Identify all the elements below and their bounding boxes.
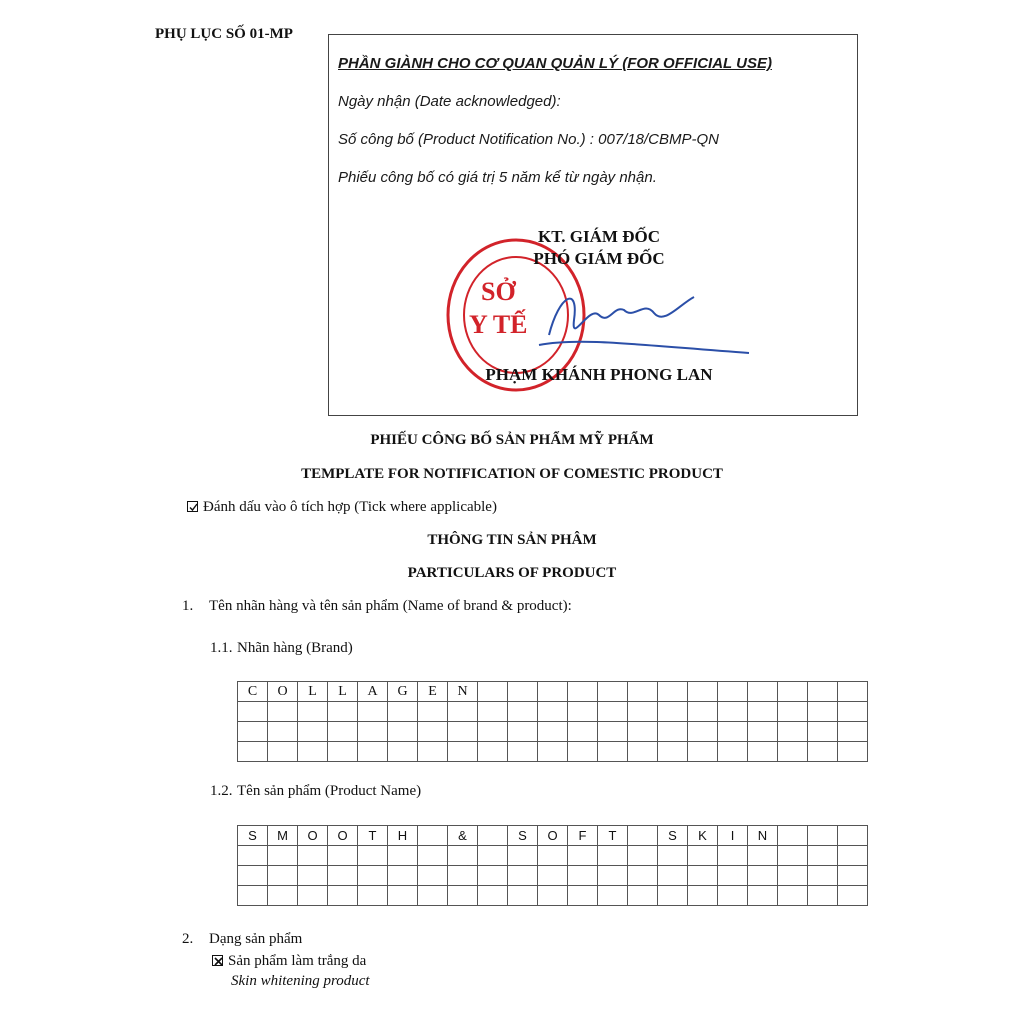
brand-grid-cell bbox=[598, 682, 628, 702]
product-grid-cell bbox=[448, 886, 478, 906]
product-grid-cell bbox=[418, 886, 448, 906]
brand-grid-cell bbox=[598, 742, 628, 762]
brand-grid-cell bbox=[358, 742, 388, 762]
product-grid-cell bbox=[448, 866, 478, 886]
brand-grid-cell bbox=[568, 702, 598, 722]
official-use-heading: PHẦN GIÀNH CHO CƠ QUAN QUẢN LÝ (FOR OFFICIAL USE) bbox=[338, 55, 772, 72]
question-1-2-number: 1.2. bbox=[210, 783, 233, 799]
product-grid-cell bbox=[328, 866, 358, 886]
brand-grid-cell bbox=[658, 742, 688, 762]
notification-number: Số công bố (Product Notification No.) : 007/18/CBMP-QN bbox=[338, 131, 720, 148]
brand-grid-cell bbox=[568, 682, 598, 702]
product-grid-row bbox=[238, 866, 868, 886]
brand-grid-cell bbox=[718, 722, 748, 742]
validity-note: Phiếu công bố có giá trị 5 năm kể từ ngày nhận. bbox=[338, 169, 657, 186]
product-grid-cell bbox=[508, 886, 538, 906]
brand-grid-cell bbox=[628, 702, 658, 722]
signer-title-2: PHÓ GIÁM ĐỐC bbox=[533, 249, 665, 268]
brand-grid-cell bbox=[508, 682, 538, 702]
product-grid-cell bbox=[238, 846, 268, 866]
product-grid-cell: & bbox=[448, 826, 478, 846]
product-grid-cell bbox=[358, 866, 388, 886]
product-grid-cell bbox=[688, 846, 718, 866]
brand-grid-cell bbox=[418, 722, 448, 742]
brand-grid-cell bbox=[328, 702, 358, 722]
checked-box-icon bbox=[187, 501, 198, 512]
product-grid-cell bbox=[598, 886, 628, 906]
brand-grid-cell: G bbox=[388, 682, 418, 702]
product-grid-cell bbox=[748, 846, 778, 866]
brand-grid-cell bbox=[508, 702, 538, 722]
brand-grid-cell bbox=[808, 722, 838, 742]
product-grid-cell bbox=[688, 886, 718, 906]
brand-grid-cell bbox=[658, 702, 688, 722]
product-grid-cell bbox=[478, 886, 508, 906]
product-grid-cell bbox=[298, 866, 328, 886]
product-grid-cell bbox=[808, 846, 838, 866]
question-2-number: 2. bbox=[182, 931, 194, 947]
product-grid-cell bbox=[238, 886, 268, 906]
product-grid-cell bbox=[418, 866, 448, 886]
brand-grid-cell bbox=[838, 682, 868, 702]
brand-grid-cell bbox=[748, 682, 778, 702]
product-grid-cell bbox=[448, 846, 478, 866]
question-1 bbox=[182, 598, 572, 615]
option-label: Sản phẩm làm trắng da bbox=[228, 953, 367, 969]
brand-grid-cell bbox=[448, 742, 478, 762]
product-grid-cell bbox=[778, 846, 808, 866]
product-grid-cell bbox=[238, 866, 268, 886]
product-grid-cell bbox=[538, 866, 568, 886]
product-grid-cell bbox=[478, 826, 508, 846]
date-acknowledged: Ngày nhận (Date acknowledged): bbox=[338, 93, 561, 110]
product-grid-row bbox=[238, 886, 868, 906]
product-grid-cell: O bbox=[328, 826, 358, 846]
product-grid-cell bbox=[838, 886, 868, 906]
product-grid-cell bbox=[598, 846, 628, 866]
product-grid-cell bbox=[298, 846, 328, 866]
tick-note-text: Đánh dấu vào ô tích hợp (Tick where applicable) bbox=[203, 499, 497, 515]
product-grid-cell: O bbox=[298, 826, 328, 846]
question-1-number: 1. bbox=[182, 598, 194, 614]
brand-grid-cell bbox=[598, 722, 628, 742]
product-grid-cell bbox=[268, 866, 298, 886]
brand-grid-cell bbox=[658, 722, 688, 742]
product-grid-cell: M bbox=[268, 826, 298, 846]
brand-grid-cell bbox=[688, 682, 718, 702]
product-grid-cell bbox=[688, 866, 718, 886]
brand-grid-cell bbox=[328, 742, 358, 762]
section-title-en: PARTICULARS OF PRODUCT bbox=[407, 565, 617, 581]
product-grid-cell: I bbox=[718, 826, 748, 846]
brand-grid-cell bbox=[238, 742, 268, 762]
tick-note bbox=[187, 499, 497, 516]
brand-grid-cell bbox=[688, 742, 718, 762]
brand-grid-cell bbox=[598, 702, 628, 722]
product-grid-cell bbox=[628, 846, 658, 866]
section-title-vn: THÔNG TIN SẢN PHÂM bbox=[427, 532, 597, 548]
product-grid-cell bbox=[748, 886, 778, 906]
product-grid-cell bbox=[508, 846, 538, 866]
product-grid-cell: K bbox=[688, 826, 718, 846]
product-grid-cell bbox=[388, 886, 418, 906]
signer-title-1: KT. GIÁM ĐỐC bbox=[538, 227, 660, 246]
product-grid-cell bbox=[778, 826, 808, 846]
brand-grid-cell bbox=[418, 742, 448, 762]
product-grid-cell bbox=[298, 886, 328, 906]
product-grid-cell bbox=[538, 846, 568, 866]
signature-icon bbox=[519, 275, 759, 365]
brand-grid-cell bbox=[538, 722, 568, 742]
brand-grid-cell bbox=[268, 742, 298, 762]
product-grid-cell bbox=[748, 866, 778, 886]
brand-grid-cell bbox=[478, 702, 508, 722]
product-grid-cell bbox=[628, 886, 658, 906]
brand-grid-cell bbox=[268, 722, 298, 742]
product-grid-cell bbox=[418, 846, 448, 866]
brand-grid-cell bbox=[508, 742, 538, 762]
brand-grid-cell bbox=[778, 722, 808, 742]
brand-grid bbox=[237, 681, 868, 762]
brand-grid-cell bbox=[478, 682, 508, 702]
brand-grid-cell bbox=[808, 682, 838, 702]
product-grid-cell bbox=[718, 866, 748, 886]
brand-grid-cell bbox=[538, 682, 568, 702]
brand-grid-cell bbox=[388, 702, 418, 722]
brand-grid-cell bbox=[748, 722, 778, 742]
brand-grid-cell bbox=[448, 722, 478, 742]
product-grid-cell bbox=[628, 866, 658, 886]
brand-grid-cell bbox=[718, 682, 748, 702]
product-grid-cell: O bbox=[538, 826, 568, 846]
brand-grid-cell bbox=[358, 722, 388, 742]
product-grid-row bbox=[238, 846, 868, 866]
product-grid-cell bbox=[328, 846, 358, 866]
product-grid-cell: S bbox=[658, 826, 688, 846]
brand-grid-row bbox=[238, 742, 868, 762]
brand-grid-cell bbox=[388, 722, 418, 742]
product-grid-cell bbox=[598, 866, 628, 886]
product-grid-cell bbox=[838, 826, 868, 846]
product-grid-cell bbox=[808, 826, 838, 846]
brand-grid-cell bbox=[478, 722, 508, 742]
brand-grid-cell bbox=[778, 682, 808, 702]
brand-grid-cell bbox=[358, 702, 388, 722]
brand-grid-cell: N bbox=[448, 682, 478, 702]
crossed-checkbox-icon[interactable] bbox=[212, 955, 223, 966]
brand-grid-cell bbox=[808, 702, 838, 722]
product-grid-cell: S bbox=[238, 826, 268, 846]
product-grid-cell bbox=[508, 866, 538, 886]
product-name-grid bbox=[237, 825, 868, 906]
question-2 bbox=[182, 931, 302, 948]
product-grid-cell bbox=[808, 866, 838, 886]
product-grid-cell bbox=[568, 886, 598, 906]
brand-grid-cell: L bbox=[298, 682, 328, 702]
brand-grid-cell bbox=[688, 722, 718, 742]
brand-grid-cell: E bbox=[418, 682, 448, 702]
signer-name: PHẠM KHÁNH PHONG LAN bbox=[485, 365, 713, 384]
brand-grid-cell: L bbox=[328, 682, 358, 702]
product-grid-cell: H bbox=[388, 826, 418, 846]
option-skin-whitening[interactable] bbox=[212, 953, 366, 970]
brand-grid-cell bbox=[448, 702, 478, 722]
option-label-en: Skin whitening product bbox=[231, 973, 370, 989]
product-grid-cell: N bbox=[748, 826, 778, 846]
product-grid-cell: F bbox=[568, 826, 598, 846]
product-grid-cell bbox=[658, 846, 688, 866]
product-grid-cell bbox=[808, 886, 838, 906]
form-title-vn: PHIẾU CÔNG BỐ SẢN PHẨM MỸ PHẨM bbox=[370, 432, 654, 448]
brand-grid-cell bbox=[298, 742, 328, 762]
brand-grid-cell: O bbox=[268, 682, 298, 702]
product-grid-cell bbox=[538, 886, 568, 906]
product-grid-cell bbox=[838, 866, 868, 886]
product-grid-cell bbox=[358, 846, 388, 866]
annex-label: PHỤ LỤC SỐ 01-MP bbox=[155, 26, 293, 42]
product-grid-cell bbox=[478, 866, 508, 886]
product-grid-cell bbox=[718, 846, 748, 866]
brand-grid-cell bbox=[688, 702, 718, 722]
brand-grid-cell bbox=[328, 722, 358, 742]
brand-grid-cell bbox=[238, 722, 268, 742]
product-grid-cell bbox=[328, 886, 358, 906]
product-grid-cell bbox=[358, 886, 388, 906]
product-grid-cell bbox=[568, 866, 598, 886]
signature-stroke bbox=[539, 297, 749, 353]
product-grid-cell bbox=[268, 846, 298, 866]
question-1-2 bbox=[210, 783, 421, 800]
brand-grid-cell bbox=[388, 742, 418, 762]
product-grid-cell bbox=[778, 886, 808, 906]
product-grid-cell bbox=[628, 826, 658, 846]
question-1-1-number: 1.1. bbox=[210, 640, 233, 656]
brand-grid-cell bbox=[298, 702, 328, 722]
brand-grid-cell bbox=[838, 722, 868, 742]
question-2-label: Dạng sản phẩm bbox=[209, 931, 303, 947]
question-1-1-label: Nhãn hàng (Brand) bbox=[237, 640, 353, 656]
product-grid-cell bbox=[778, 866, 808, 886]
brand-grid-cell bbox=[268, 702, 298, 722]
brand-grid-cell bbox=[658, 682, 688, 702]
brand-grid-cell bbox=[808, 742, 838, 762]
product-grid-cell bbox=[478, 846, 508, 866]
product-grid-cell bbox=[418, 826, 448, 846]
stamp-text-line-1: SỞ bbox=[481, 277, 516, 306]
product-grid-cell bbox=[658, 886, 688, 906]
question-1-label: Tên nhãn hàng và tên sản phẩm (Name of brand & product): bbox=[209, 598, 572, 614]
product-grid-cell bbox=[658, 866, 688, 886]
brand-grid-cell bbox=[838, 702, 868, 722]
brand-grid-cell bbox=[628, 722, 658, 742]
product-grid-cell bbox=[388, 846, 418, 866]
brand-grid-cell bbox=[748, 742, 778, 762]
brand-grid-cell bbox=[238, 702, 268, 722]
question-1-1 bbox=[210, 640, 353, 657]
product-grid-cell bbox=[268, 886, 298, 906]
brand-grid-cell bbox=[568, 722, 598, 742]
product-grid-row bbox=[238, 826, 868, 846]
product-grid-cell: S bbox=[508, 826, 538, 846]
brand-grid-cell bbox=[538, 742, 568, 762]
brand-grid-cell bbox=[718, 742, 748, 762]
form-title-en: TEMPLATE FOR NOTIFICATION OF COMESTIC PRODUCT bbox=[301, 466, 723, 482]
brand-grid-cell: A bbox=[358, 682, 388, 702]
product-grid-cell bbox=[718, 886, 748, 906]
brand-grid-cell bbox=[568, 742, 598, 762]
brand-grid-cell bbox=[418, 702, 448, 722]
brand-grid-cell bbox=[748, 702, 778, 722]
official-use-box bbox=[328, 34, 858, 416]
brand-grid-cell bbox=[538, 702, 568, 722]
brand-grid-cell bbox=[628, 682, 658, 702]
product-grid-cell: T bbox=[358, 826, 388, 846]
brand-grid-cell bbox=[508, 722, 538, 742]
product-grid-cell bbox=[388, 866, 418, 886]
question-1-2-label: Tên sản phẩm (Product Name) bbox=[237, 783, 422, 799]
brand-grid-cell bbox=[778, 742, 808, 762]
brand-grid-row bbox=[238, 722, 868, 742]
product-grid-cell bbox=[568, 846, 598, 866]
brand-grid-cell bbox=[478, 742, 508, 762]
brand-grid-row bbox=[238, 702, 868, 722]
brand-grid-cell bbox=[628, 742, 658, 762]
brand-grid-cell bbox=[298, 722, 328, 742]
product-grid-cell bbox=[838, 846, 868, 866]
brand-grid-cell bbox=[718, 702, 748, 722]
brand-grid-cell: C bbox=[238, 682, 268, 702]
stamp-text-line-2: Y TẾ bbox=[469, 310, 528, 339]
product-grid-cell: T bbox=[598, 826, 628, 846]
brand-grid-row bbox=[238, 682, 868, 702]
brand-grid-cell bbox=[778, 702, 808, 722]
brand-grid-cell bbox=[838, 742, 868, 762]
